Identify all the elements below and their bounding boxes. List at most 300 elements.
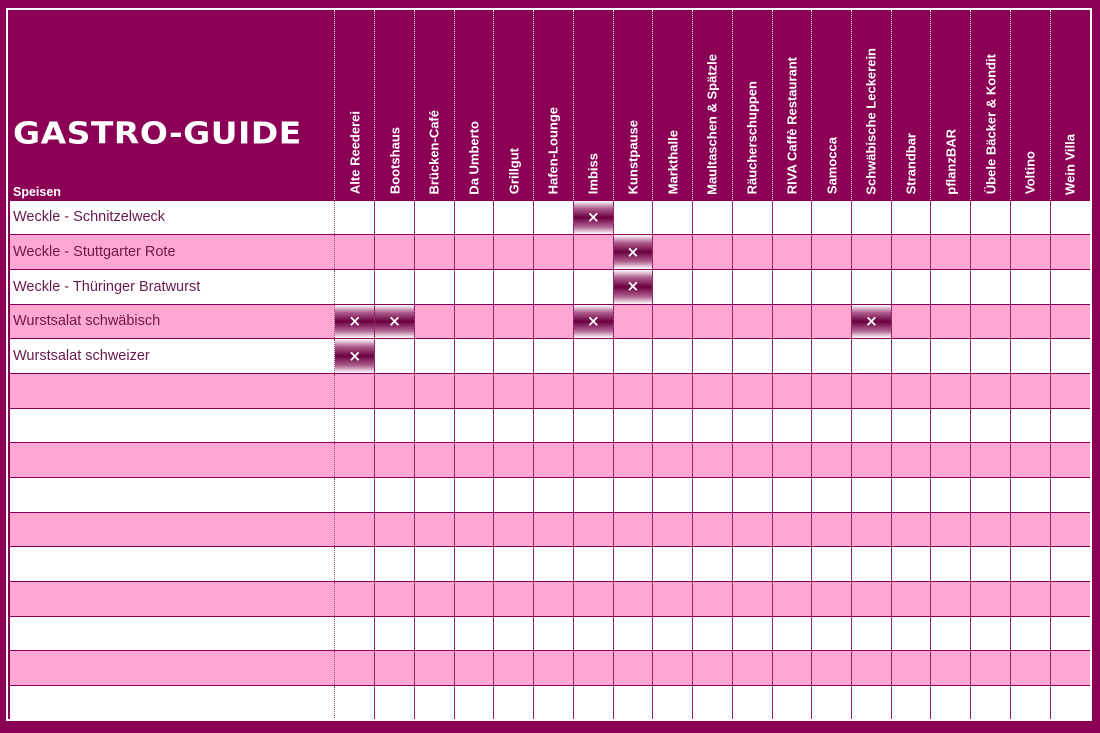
grid-cell[interactable] <box>454 512 494 547</box>
grid-cell[interactable] <box>812 443 852 478</box>
grid-cell[interactable] <box>732 443 772 478</box>
grid-cell[interactable] <box>732 408 772 443</box>
grid-cell[interactable] <box>732 686 772 721</box>
grid-cell[interactable] <box>653 443 693 478</box>
grid-cell[interactable] <box>812 269 852 304</box>
grid-cell[interactable] <box>732 373 772 408</box>
grid-cell[interactable] <box>732 269 772 304</box>
grid-cell[interactable] <box>613 686 653 721</box>
grid-cell[interactable] <box>1010 200 1050 235</box>
grid-cell[interactable] <box>454 304 494 339</box>
grid-cell[interactable] <box>693 269 733 304</box>
grid-cell[interactable] <box>335 373 375 408</box>
grid-cell[interactable] <box>732 582 772 617</box>
column-header[interactable] <box>812 10 852 200</box>
grid-cell[interactable] <box>414 478 454 513</box>
grid-cell[interactable] <box>732 651 772 686</box>
grid-cell[interactable] <box>971 269 1011 304</box>
grid-cell[interactable] <box>693 512 733 547</box>
grid-cell[interactable] <box>1050 235 1090 270</box>
grid-cell[interactable] <box>812 373 852 408</box>
grid-cell[interactable] <box>931 651 971 686</box>
grid-cell[interactable] <box>852 478 892 513</box>
grid-cell[interactable] <box>1010 686 1050 721</box>
grid-cell[interactable] <box>534 235 574 270</box>
dish-name-cell[interactable] <box>10 443 335 478</box>
grid-cell[interactable] <box>414 547 454 582</box>
grid-cell[interactable] <box>494 200 534 235</box>
grid-cell[interactable] <box>335 686 375 721</box>
grid-cell[interactable] <box>375 408 415 443</box>
grid-cell[interactable] <box>534 200 574 235</box>
grid-cell[interactable] <box>375 304 415 339</box>
grid-cell[interactable] <box>573 478 613 513</box>
column-header[interactable] <box>1010 10 1050 200</box>
grid-cell[interactable] <box>812 339 852 374</box>
grid-cell[interactable] <box>414 686 454 721</box>
grid-cell[interactable] <box>613 512 653 547</box>
grid-cell[interactable] <box>375 269 415 304</box>
grid-cell[interactable] <box>653 651 693 686</box>
grid-cell[interactable] <box>653 200 693 235</box>
grid-cell[interactable] <box>335 339 375 374</box>
grid-cell[interactable] <box>335 478 375 513</box>
column-header[interactable] <box>613 10 653 200</box>
grid-cell[interactable] <box>772 582 812 617</box>
grid-cell[interactable] <box>1050 443 1090 478</box>
grid-cell[interactable] <box>573 304 613 339</box>
grid-cell[interactable] <box>772 408 812 443</box>
grid-cell[interactable] <box>335 443 375 478</box>
column-header[interactable] <box>534 10 574 200</box>
grid-cell[interactable] <box>375 547 415 582</box>
grid-cell[interactable] <box>852 547 892 582</box>
grid-cell[interactable] <box>534 547 574 582</box>
grid-cell[interactable] <box>931 582 971 617</box>
grid-cell[interactable] <box>891 200 931 235</box>
grid-cell[interactable] <box>653 269 693 304</box>
grid-cell[interactable] <box>1010 582 1050 617</box>
grid-cell[interactable] <box>891 478 931 513</box>
dish-name-cell[interactable] <box>10 651 335 686</box>
dish-name-cell[interactable] <box>10 408 335 443</box>
column-header[interactable] <box>414 10 454 200</box>
grid-cell[interactable] <box>931 200 971 235</box>
grid-cell[interactable] <box>613 582 653 617</box>
grid-cell[interactable] <box>891 373 931 408</box>
grid-cell[interactable] <box>494 547 534 582</box>
grid-cell[interactable] <box>454 478 494 513</box>
grid-cell[interactable] <box>772 373 812 408</box>
grid-cell[interactable] <box>891 269 931 304</box>
column-header[interactable] <box>375 10 415 200</box>
grid-cell[interactable] <box>1010 235 1050 270</box>
grid-cell[interactable] <box>494 582 534 617</box>
grid-cell[interactable] <box>494 616 534 651</box>
grid-cell[interactable] <box>772 443 812 478</box>
grid-cell[interactable] <box>573 200 613 235</box>
grid-cell[interactable] <box>454 582 494 617</box>
grid-cell[interactable] <box>335 547 375 582</box>
grid-cell[interactable] <box>772 686 812 721</box>
grid-cell[interactable] <box>1050 339 1090 374</box>
grid-cell[interactable] <box>573 235 613 270</box>
grid-cell[interactable] <box>454 616 494 651</box>
grid-cell[interactable] <box>454 339 494 374</box>
dish-name-cell[interactable] <box>10 686 335 721</box>
grid-cell[interactable] <box>971 547 1011 582</box>
grid-cell[interactable] <box>454 443 494 478</box>
grid-cell[interactable] <box>653 478 693 513</box>
grid-cell[interactable] <box>375 373 415 408</box>
grid-cell[interactable] <box>931 304 971 339</box>
grid-cell[interactable] <box>772 339 812 374</box>
grid-cell[interactable] <box>494 339 534 374</box>
grid-cell[interactable] <box>1050 547 1090 582</box>
grid-cell[interactable] <box>931 443 971 478</box>
dish-name-cell[interactable]: Weckle - Thüringer Bratwurst <box>10 269 335 304</box>
grid-cell[interactable] <box>812 512 852 547</box>
dish-name-cell[interactable]: Weckle - Stuttgarter Rote <box>10 235 335 270</box>
column-header[interactable] <box>732 10 772 200</box>
grid-cell[interactable] <box>613 235 653 270</box>
grid-cell[interactable] <box>812 686 852 721</box>
grid-cell[interactable] <box>931 235 971 270</box>
grid-cell[interactable] <box>414 443 454 478</box>
grid-cell[interactable] <box>375 478 415 513</box>
grid-cell[interactable] <box>613 373 653 408</box>
grid-cell[interactable] <box>931 408 971 443</box>
grid-cell[interactable] <box>414 651 454 686</box>
grid-cell[interactable] <box>454 408 494 443</box>
grid-cell[interactable] <box>573 373 613 408</box>
grid-cell[interactable] <box>653 408 693 443</box>
column-header[interactable] <box>891 10 931 200</box>
grid-cell[interactable] <box>653 304 693 339</box>
grid-cell[interactable] <box>1010 547 1050 582</box>
grid-cell[interactable] <box>971 582 1011 617</box>
grid-cell[interactable] <box>1050 582 1090 617</box>
grid-cell[interactable] <box>693 200 733 235</box>
grid-cell[interactable] <box>891 582 931 617</box>
grid-cell[interactable] <box>812 478 852 513</box>
grid-cell[interactable] <box>335 408 375 443</box>
grid-cell[interactable] <box>573 339 613 374</box>
grid-cell[interactable] <box>414 269 454 304</box>
grid-cell[interactable] <box>693 582 733 617</box>
grid-cell[interactable] <box>693 339 733 374</box>
grid-cell[interactable] <box>693 373 733 408</box>
grid-cell[interactable] <box>414 339 454 374</box>
grid-cell[interactable] <box>494 269 534 304</box>
grid-cell[interactable] <box>971 373 1011 408</box>
grid-cell[interactable] <box>1010 408 1050 443</box>
grid-cell[interactable] <box>414 616 454 651</box>
grid-cell[interactable] <box>971 339 1011 374</box>
dish-name-cell[interactable] <box>10 373 335 408</box>
grid-cell[interactable] <box>1010 478 1050 513</box>
grid-cell[interactable] <box>653 512 693 547</box>
grid-cell[interactable] <box>613 651 653 686</box>
grid-cell[interactable] <box>494 408 534 443</box>
grid-cell[interactable] <box>931 547 971 582</box>
grid-cell[interactable] <box>454 269 494 304</box>
grid-cell[interactable] <box>772 304 812 339</box>
grid-cell[interactable] <box>653 686 693 721</box>
grid-cell[interactable] <box>653 616 693 651</box>
grid-cell[interactable] <box>772 478 812 513</box>
grid-cell[interactable] <box>335 200 375 235</box>
grid-cell[interactable] <box>494 512 534 547</box>
grid-cell[interactable] <box>891 304 931 339</box>
grid-cell[interactable] <box>772 269 812 304</box>
grid-cell[interactable] <box>1050 373 1090 408</box>
grid-cell[interactable] <box>613 547 653 582</box>
grid-cell[interactable] <box>494 304 534 339</box>
grid-cell[interactable] <box>693 304 733 339</box>
grid-cell[interactable] <box>971 304 1011 339</box>
grid-cell[interactable] <box>653 373 693 408</box>
grid-cell[interactable] <box>732 616 772 651</box>
grid-cell[interactable] <box>653 547 693 582</box>
grid-cell[interactable] <box>613 408 653 443</box>
grid-cell[interactable] <box>772 200 812 235</box>
grid-cell[interactable] <box>931 686 971 721</box>
grid-cell[interactable] <box>573 512 613 547</box>
grid-cell[interactable] <box>812 582 852 617</box>
grid-cell[interactable] <box>812 235 852 270</box>
grid-cell[interactable] <box>534 373 574 408</box>
column-header[interactable] <box>653 10 693 200</box>
grid-cell[interactable] <box>971 686 1011 721</box>
grid-cell[interactable] <box>573 269 613 304</box>
grid-cell[interactable] <box>891 651 931 686</box>
grid-cell[interactable] <box>931 512 971 547</box>
grid-cell[interactable] <box>494 373 534 408</box>
grid-cell[interactable] <box>1010 443 1050 478</box>
grid-cell[interactable] <box>852 339 892 374</box>
grid-cell[interactable] <box>454 547 494 582</box>
grid-cell[interactable] <box>931 269 971 304</box>
grid-cell[interactable] <box>931 339 971 374</box>
grid-cell[interactable] <box>494 686 534 721</box>
grid-cell[interactable] <box>454 651 494 686</box>
grid-cell[interactable] <box>573 443 613 478</box>
grid-cell[interactable] <box>852 235 892 270</box>
grid-cell[interactable] <box>454 235 494 270</box>
grid-cell[interactable] <box>852 373 892 408</box>
grid-cell[interactable] <box>375 443 415 478</box>
grid-cell[interactable] <box>1050 686 1090 721</box>
grid-cell[interactable] <box>573 651 613 686</box>
grid-cell[interactable] <box>852 408 892 443</box>
grid-cell[interactable] <box>852 651 892 686</box>
grid-cell[interactable] <box>732 512 772 547</box>
title-cell[interactable] <box>10 10 335 200</box>
grid-cell[interactable] <box>1010 651 1050 686</box>
column-header[interactable] <box>693 10 733 200</box>
grid-cell[interactable] <box>852 443 892 478</box>
column-header[interactable] <box>454 10 494 200</box>
grid-cell[interactable] <box>1010 373 1050 408</box>
grid-cell[interactable] <box>613 478 653 513</box>
grid-cell[interactable] <box>335 304 375 339</box>
grid-cell[interactable] <box>613 200 653 235</box>
grid-cell[interactable] <box>693 235 733 270</box>
grid-cell[interactable] <box>693 651 733 686</box>
grid-cell[interactable] <box>772 651 812 686</box>
grid-cell[interactable] <box>1010 512 1050 547</box>
grid-cell[interactable] <box>852 512 892 547</box>
dish-name-cell[interactable]: Wurstsalat schwäbisch <box>10 304 335 339</box>
grid-cell[interactable] <box>454 200 494 235</box>
grid-cell[interactable] <box>732 478 772 513</box>
grid-cell[interactable] <box>454 686 494 721</box>
grid-cell[interactable] <box>534 269 574 304</box>
column-header[interactable] <box>1050 10 1090 200</box>
grid-cell[interactable] <box>891 547 931 582</box>
grid-cell[interactable] <box>971 512 1011 547</box>
grid-cell[interactable] <box>494 478 534 513</box>
column-header[interactable] <box>335 10 375 200</box>
grid-cell[interactable] <box>971 616 1011 651</box>
grid-cell[interactable] <box>534 616 574 651</box>
grid-cell[interactable] <box>931 616 971 651</box>
grid-cell[interactable] <box>732 547 772 582</box>
grid-cell[interactable] <box>534 304 574 339</box>
column-header[interactable] <box>494 10 534 200</box>
grid-cell[interactable] <box>772 235 812 270</box>
grid-cell[interactable] <box>812 616 852 651</box>
grid-cell[interactable] <box>414 582 454 617</box>
column-header[interactable] <box>573 10 613 200</box>
grid-cell[interactable] <box>693 616 733 651</box>
grid-cell[interactable] <box>1050 408 1090 443</box>
grid-cell[interactable] <box>414 235 454 270</box>
grid-cell[interactable] <box>335 512 375 547</box>
grid-cell[interactable] <box>891 339 931 374</box>
dish-name-cell[interactable] <box>10 547 335 582</box>
grid-cell[interactable] <box>812 547 852 582</box>
grid-cell[interactable] <box>534 582 574 617</box>
column-header[interactable] <box>931 10 971 200</box>
grid-cell[interactable] <box>375 200 415 235</box>
grid-cell[interactable] <box>414 408 454 443</box>
grid-cell[interactable] <box>375 651 415 686</box>
grid-cell[interactable] <box>693 478 733 513</box>
grid-cell[interactable] <box>573 582 613 617</box>
grid-cell[interactable] <box>375 616 415 651</box>
grid-cell[interactable] <box>931 478 971 513</box>
grid-cell[interactable] <box>852 200 892 235</box>
grid-cell[interactable] <box>971 200 1011 235</box>
grid-cell[interactable] <box>534 686 574 721</box>
grid-cell[interactable] <box>1050 512 1090 547</box>
grid-cell[interactable] <box>852 304 892 339</box>
grid-cell[interactable] <box>375 339 415 374</box>
grid-cell[interactable] <box>534 443 574 478</box>
grid-cell[interactable] <box>1010 616 1050 651</box>
grid-cell[interactable] <box>693 408 733 443</box>
grid-cell[interactable] <box>812 304 852 339</box>
grid-cell[interactable] <box>494 235 534 270</box>
grid-cell[interactable] <box>732 200 772 235</box>
column-header[interactable] <box>852 10 892 200</box>
grid-cell[interactable] <box>573 686 613 721</box>
grid-cell[interactable] <box>335 651 375 686</box>
column-header[interactable] <box>772 10 812 200</box>
grid-cell[interactable] <box>573 547 613 582</box>
grid-cell[interactable] <box>454 373 494 408</box>
grid-cell[interactable] <box>931 373 971 408</box>
grid-cell[interactable] <box>1050 304 1090 339</box>
grid-cell[interactable] <box>534 339 574 374</box>
dish-name-cell[interactable]: Wurstsalat schweizer <box>10 339 335 374</box>
grid-cell[interactable] <box>891 443 931 478</box>
grid-cell[interactable] <box>1010 304 1050 339</box>
grid-cell[interactable] <box>414 304 454 339</box>
grid-cell[interactable] <box>891 512 931 547</box>
grid-cell[interactable] <box>1010 269 1050 304</box>
grid-cell[interactable] <box>971 443 1011 478</box>
grid-cell[interactable] <box>375 582 415 617</box>
dish-name-cell[interactable] <box>10 512 335 547</box>
grid-cell[interactable] <box>772 547 812 582</box>
grid-cell[interactable] <box>732 235 772 270</box>
dish-name-cell[interactable]: Weckle - Schnitzelweck <box>10 200 335 235</box>
grid-cell[interactable] <box>971 408 1011 443</box>
grid-cell[interactable] <box>1050 269 1090 304</box>
grid-cell[interactable] <box>1050 651 1090 686</box>
grid-cell[interactable] <box>891 408 931 443</box>
grid-cell[interactable] <box>534 478 574 513</box>
grid-cell[interactable] <box>613 269 653 304</box>
grid-cell[interactable] <box>375 235 415 270</box>
grid-cell[interactable] <box>335 269 375 304</box>
grid-cell[interactable] <box>1050 200 1090 235</box>
grid-cell[interactable] <box>812 200 852 235</box>
grid-cell[interactable] <box>534 651 574 686</box>
grid-cell[interactable] <box>693 686 733 721</box>
grid-cell[interactable] <box>693 443 733 478</box>
grid-cell[interactable] <box>891 235 931 270</box>
grid-cell[interactable] <box>891 686 931 721</box>
grid-cell[interactable] <box>613 339 653 374</box>
grid-cell[interactable] <box>732 339 772 374</box>
grid-cell[interactable] <box>812 651 852 686</box>
grid-cell[interactable] <box>772 616 812 651</box>
grid-cell[interactable] <box>732 304 772 339</box>
grid-cell[interactable] <box>613 616 653 651</box>
grid-cell[interactable] <box>971 478 1011 513</box>
grid-cell[interactable] <box>971 235 1011 270</box>
grid-cell[interactable] <box>375 686 415 721</box>
grid-cell[interactable] <box>494 443 534 478</box>
dish-name-cell[interactable] <box>10 582 335 617</box>
grid-cell[interactable] <box>414 512 454 547</box>
grid-cell[interactable] <box>772 512 812 547</box>
grid-cell[interactable] <box>414 373 454 408</box>
grid-cell[interactable] <box>534 408 574 443</box>
grid-cell[interactable] <box>335 582 375 617</box>
grid-cell[interactable] <box>1050 478 1090 513</box>
grid-cell[interactable] <box>653 235 693 270</box>
grid-cell[interactable] <box>613 443 653 478</box>
grid-cell[interactable] <box>494 651 534 686</box>
grid-cell[interactable] <box>852 582 892 617</box>
grid-cell[interactable] <box>653 339 693 374</box>
dish-name-cell[interactable] <box>10 616 335 651</box>
